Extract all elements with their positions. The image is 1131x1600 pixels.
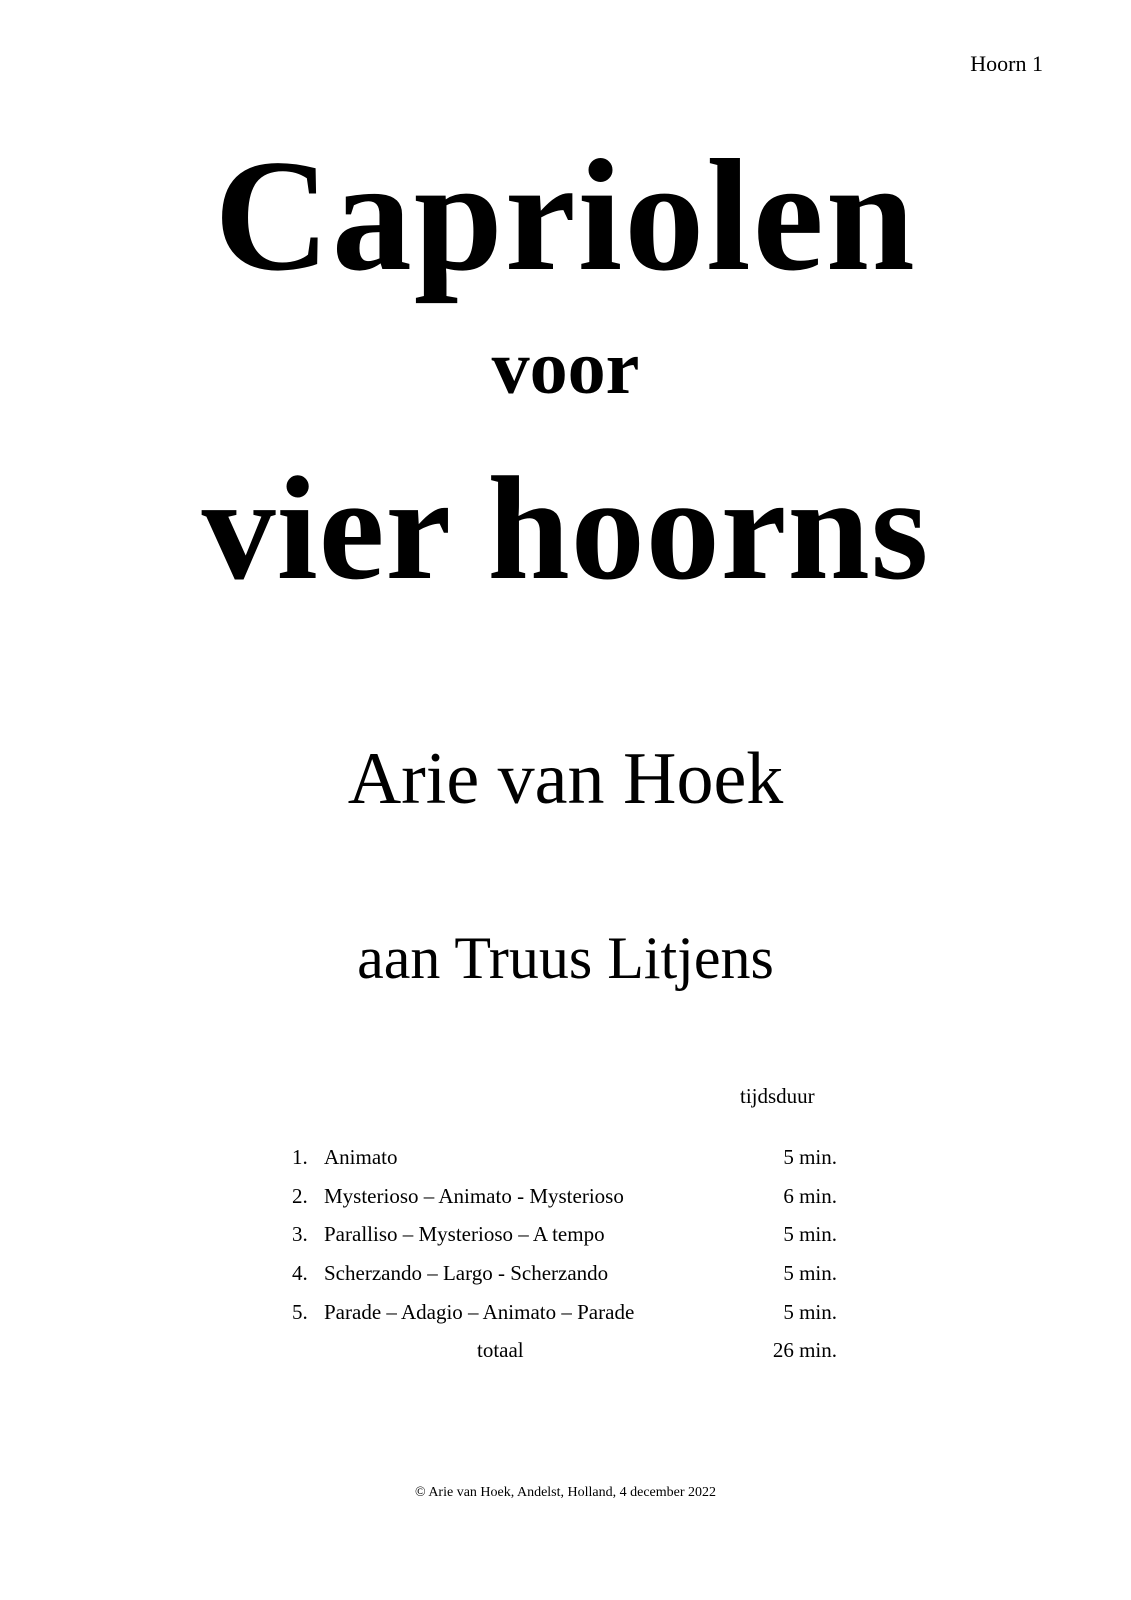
duration-header: tijdsduur (740, 1084, 815, 1108)
movement-row (292, 1300, 837, 1339)
title-connector: voor (491, 326, 640, 410)
movement-duration: 5 min. (783, 1145, 837, 1169)
movement-name: Parade – Adagio – Animato – Parade (324, 1299, 635, 1324)
title-instrumentation: vier hoorns (201, 447, 930, 611)
movement-row (292, 1261, 837, 1300)
movement-number: 4. (292, 1261, 308, 1286)
movement-list (292, 1145, 837, 1377)
copyright-footer: © Arie van Hoek, Andelst, Holland, 4 december 2022 (414, 1485, 717, 1500)
movement-duration: 5 min. (783, 1299, 837, 1324)
movement-number: 5. (292, 1299, 308, 1324)
movement-number: 3. (292, 1222, 308, 1247)
total-row (292, 1338, 837, 1377)
movement-number: 2. (292, 1183, 308, 1208)
total-label: totaal (477, 1338, 524, 1363)
dedication: aan Truus Litjens (357, 925, 774, 991)
movement-row (292, 1184, 837, 1223)
movement-name: Animato (324, 1145, 398, 1169)
movement-name: Scherzando – Largo - Scherzando (324, 1261, 609, 1286)
movement-name: Mysterioso – Animato - Mysterioso (324, 1183, 624, 1208)
movement-duration: 5 min. (783, 1261, 837, 1286)
composer-name: Arie van Hoek (347, 738, 784, 820)
movement-row (292, 1145, 837, 1184)
movement-duration: 5 min. (783, 1222, 837, 1247)
movement-row (292, 1222, 837, 1261)
movement-duration: 6 min. (783, 1183, 837, 1208)
title-main: Capriolen (214, 126, 917, 304)
part-label: Hoorn 1 (970, 51, 1043, 76)
movement-name: Paralliso – Mysterioso – A tempo (324, 1222, 605, 1247)
total-duration: 26 min. (772, 1338, 837, 1363)
movement-number: 1. (292, 1145, 308, 1169)
